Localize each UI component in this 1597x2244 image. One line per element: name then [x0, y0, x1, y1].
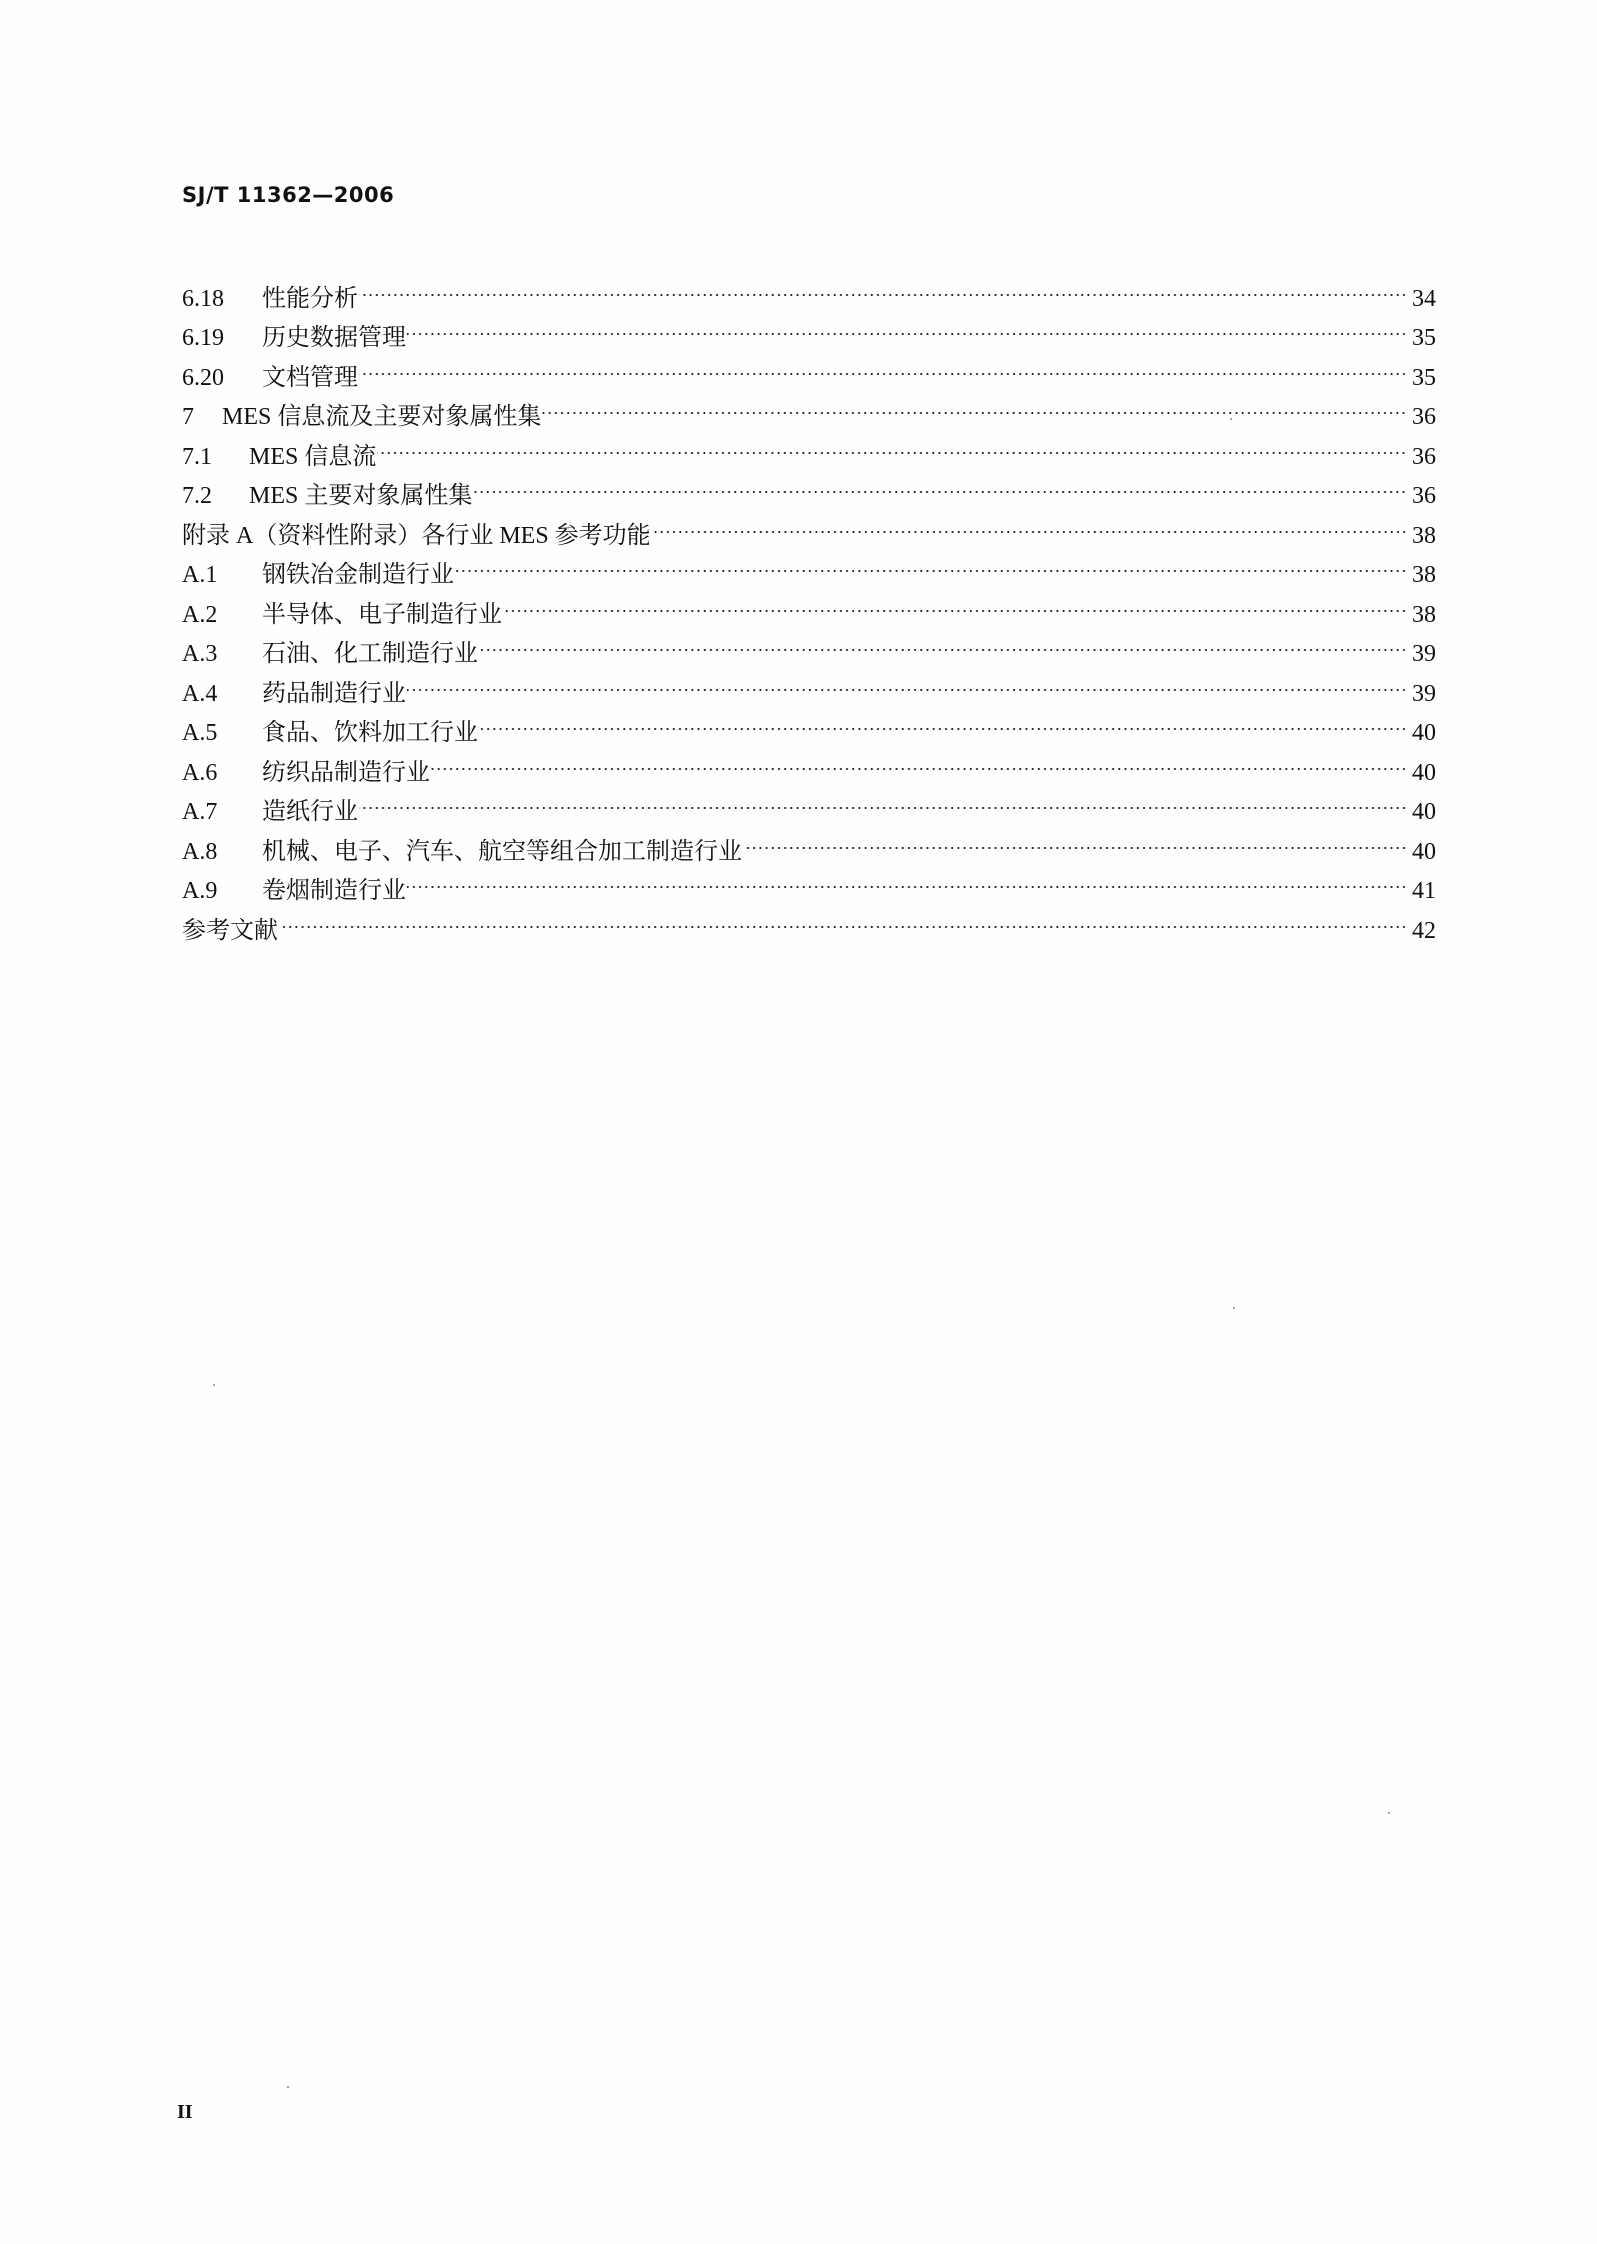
- toc-entry[interactable]: [182, 385, 1436, 430]
- dot-leader: [407, 306, 1407, 346]
- scan-speck: [1388, 1812, 1390, 1814]
- toc-entry-title: 历史数据管理: [262, 325, 406, 351]
- dot-leader: [407, 859, 1407, 899]
- toc-entry-title: MES 信息流: [249, 443, 377, 470]
- toc-entry-title: 附录 A（资料性附录）各行业 MES 参考功能: [182, 522, 651, 549]
- dot-leader: [455, 543, 1407, 583]
- toc-entry-title: 纺织品制造行业: [262, 759, 430, 786]
- standard-code-header: SJ/T 11362—2006: [182, 183, 395, 207]
- dot-leader: [479, 622, 1407, 662]
- toc-entry-page: 36: [1412, 483, 1436, 509]
- toc-entry-number: 7: [182, 404, 194, 430]
- dot-leader: [503, 582, 1407, 622]
- page-number-footer: II: [177, 2101, 193, 2123]
- toc-entry-title: 石油、化工制造行业: [262, 641, 478, 667]
- scan-speck: [287, 2086, 289, 2088]
- toc-entry-title: 机械、电子、汽车、航空等组合加工制造行业: [262, 838, 742, 865]
- toc-entry-number: A.5: [182, 720, 218, 746]
- dot-leader: [359, 345, 1407, 385]
- toc-entry-page: 40: [1412, 838, 1436, 865]
- toc-entry[interactable]: [182, 345, 1436, 391]
- toc-entry-title: 文档管理: [262, 364, 358, 391]
- toc-entry-bibliography[interactable]: [182, 898, 1436, 944]
- toc-entry-page: 40: [1412, 799, 1436, 825]
- toc-entry-page: 40: [1412, 759, 1436, 786]
- table-of-contents: [182, 266, 1436, 944]
- toc-entry-title: 卷烟制造行业: [262, 878, 406, 904]
- toc-entry-number: 7.1: [182, 443, 212, 470]
- scan-speck: [213, 1384, 215, 1386]
- toc-entry-page: 36: [1412, 443, 1436, 470]
- toc-entry-page: 38: [1412, 522, 1436, 549]
- toc-entry[interactable]: [182, 819, 1436, 865]
- dot-leader: [743, 819, 1407, 859]
- toc-entry-title: 钢铁冶金制造行业: [262, 562, 454, 588]
- dot-leader: [473, 464, 1407, 504]
- toc-entry-page: 40: [1412, 720, 1436, 746]
- toc-entry-number: A.6: [182, 759, 218, 786]
- dot-leader: [652, 503, 1407, 543]
- toc-entry-number: A.1: [182, 562, 218, 588]
- toc-entry-page: 39: [1412, 641, 1436, 667]
- toc-entry-page: 38: [1412, 601, 1436, 628]
- toc-entry-page: 35: [1412, 364, 1436, 391]
- toc-entry-title: 性能分析: [262, 285, 358, 312]
- toc-entry-title: 造纸行业: [262, 799, 358, 825]
- dot-leader: [479, 701, 1407, 741]
- toc-entry-page: 38: [1412, 562, 1436, 588]
- toc-entry-title: MES 主要对象属性集: [249, 483, 473, 509]
- toc-entry-title: 参考文献: [182, 917, 278, 944]
- toc-entry-number: A.9: [182, 878, 218, 904]
- toc-entry-page: 39: [1412, 680, 1436, 707]
- toc-entry-number: A.7: [182, 799, 218, 825]
- toc-entry-page: 35: [1412, 325, 1436, 351]
- toc-entry[interactable]: [182, 780, 1436, 825]
- toc-entry[interactable]: [182, 306, 1436, 351]
- toc-entry-number: A.4: [182, 680, 218, 707]
- toc-entry-number: A.3: [182, 641, 218, 667]
- toc-entry-title: 药品制造行业: [262, 680, 406, 707]
- scan-speck: [1230, 418, 1232, 420]
- dot-leader: [431, 740, 1407, 780]
- toc-entry-number: A.8: [182, 838, 218, 865]
- dot-leader: [279, 898, 1407, 938]
- toc-entry[interactable]: [182, 266, 1436, 312]
- toc-entry-number: A.2: [182, 601, 218, 628]
- toc-entry-title: MES 信息流及主要对象属性集: [222, 404, 542, 430]
- dot-leader: [377, 424, 1407, 464]
- dot-leader: [407, 661, 1407, 701]
- toc-entry-number: 6.19: [182, 325, 224, 351]
- toc-entry-title: 食品、饮料加工行业: [262, 720, 478, 746]
- toc-entry-page: 41: [1412, 878, 1436, 904]
- dot-leader: [359, 780, 1407, 820]
- dot-leader: [359, 266, 1407, 306]
- toc-entry-page: 36: [1412, 404, 1436, 430]
- toc-entry-title: 半导体、电子制造行业: [262, 601, 502, 628]
- toc-entry-page: 42: [1412, 917, 1436, 944]
- toc-entry-page: 34: [1412, 285, 1436, 312]
- toc-entry-number: 6.20: [182, 364, 224, 391]
- toc-entry-number: 7.2: [182, 483, 212, 509]
- scan-speck: [1233, 1307, 1235, 1309]
- toc-entry-number: 6.18: [182, 285, 224, 312]
- dot-leader: [542, 385, 1407, 425]
